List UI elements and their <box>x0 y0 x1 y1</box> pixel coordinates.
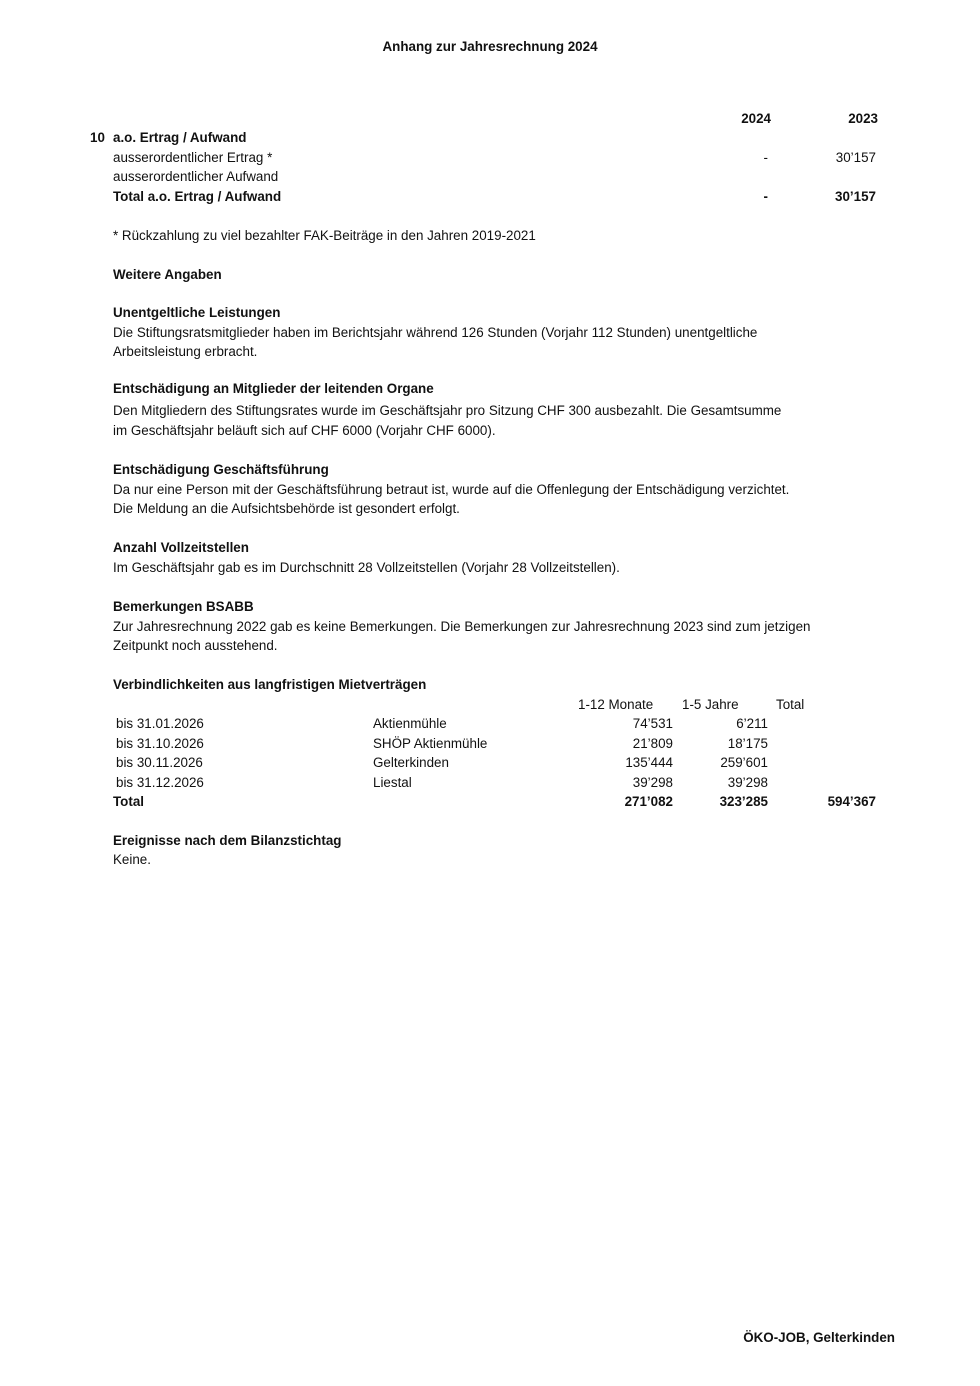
lease-location: Gelterkinden <box>373 755 449 770</box>
footnote: * Rückzahlung zu viel bezahlter FAK-Beiträge in den Jahren 2019-2021 <box>113 228 536 243</box>
lease-12m: 39’298 <box>632 775 673 790</box>
lease-period: bis 31.10.2026 <box>116 736 204 751</box>
section-text: Zur Jahresrechnung 2022 gab es keine Bemerkungen. Die Bemerkungen zur Jahresrechnung 2023 sind zum jetzigen <box>113 619 811 634</box>
lease-total-sum: 594’367 <box>827 794 876 809</box>
section-text: Den Mitgliedern des Stiftungsrates wurde im Geschäftsjahr pro Sitzung CHF 300 ausbezahlt. Die Gesamtsumme <box>113 403 782 418</box>
lease-5y: 259’601 <box>720 755 768 770</box>
row-label: ausserordentlicher Aufwand <box>113 169 279 184</box>
note-number: 10 <box>90 130 105 145</box>
column-header: Total <box>776 697 805 712</box>
section-title: Unentgeltliche Leistungen <box>113 305 281 320</box>
column-header: 1-12 Monate <box>578 697 654 712</box>
total-label: Total a.o. Ertrag / Aufwand <box>113 189 282 204</box>
column-header-2023: 2023 <box>848 111 878 126</box>
section-title: Entschädigung an Mitglieder der leitenden Organe <box>113 381 434 396</box>
section-title: Bemerkungen BSABB <box>113 599 254 614</box>
lease-12m: 135’444 <box>625 755 673 770</box>
section-text: Die Meldung an die Aufsichtsbehörde ist gesondert erfolgt. <box>113 501 460 516</box>
lease-period: bis 31.01.2026 <box>116 716 204 731</box>
lease-5y: 39’298 <box>727 775 768 790</box>
total-value-2024: - <box>763 189 768 204</box>
lease-12m: 21’809 <box>632 736 673 751</box>
leases-title: Verbindlichkeiten aus langfristigen Mietverträgen <box>113 677 427 692</box>
lease-5y: 18’175 <box>727 736 768 751</box>
total-value-2023: 30’157 <box>835 189 876 204</box>
column-header-2024: 2024 <box>741 111 771 126</box>
lease-location: Liestal <box>373 775 412 790</box>
lease-total-12m: 271’082 <box>624 794 673 809</box>
footer-organisation: ÖKO-JOB, Gelterkinden <box>743 1330 895 1345</box>
events-title: Ereignisse nach dem Bilanzstichtag <box>113 833 342 848</box>
further-heading: Weitere Angaben <box>113 267 222 282</box>
section-text: Zeitpunkt noch ausstehend. <box>113 638 278 653</box>
lease-5y: 6’211 <box>736 716 768 731</box>
section-title: Anzahl Vollzeitstellen <box>113 540 249 555</box>
section-text: Da nur eine Person mit der Geschäftsführung betraut ist, wurde auf die Offenlegung der Entschädigung verzichtet. <box>113 482 790 497</box>
section-text: Arbeitsleistung erbracht. <box>113 344 258 359</box>
lease-total-5y: 323’285 <box>719 794 768 809</box>
row-value-2024: - <box>763 150 768 165</box>
page-title: Anhang zur Jahresrechnung 2024 <box>382 39 598 54</box>
section-text: im Geschäftsjahr beläuft sich auf CHF 6000 (Vorjahr CHF 6000). <box>113 423 496 438</box>
lease-location: Aktienmühle <box>373 716 447 731</box>
row-value-2023: 30’157 <box>835 150 876 165</box>
lease-total-label: Total <box>113 794 144 809</box>
lease-12m: 74’531 <box>632 716 673 731</box>
note-heading: a.o. Ertrag / Aufwand <box>113 130 247 145</box>
lease-location: SHÖP Aktienmühle <box>373 736 488 751</box>
section-text: Die Stiftungsratsmitglieder haben im Berichtsjahr während 126 Stunden (Vorjahr 112 Stunden) unentgeltliche <box>113 325 758 340</box>
section-title: Entschädigung Geschäftsführung <box>113 462 329 477</box>
row-label: ausserordentlicher Ertrag * <box>113 150 273 165</box>
section-text: Im Geschäftsjahr gab es im Durchschnitt 28 Vollzeitstellen (Vorjahr 28 Vollzeitstellen). <box>113 560 620 575</box>
column-header: 1-5 Jahre <box>682 697 739 712</box>
lease-period: bis 30.11.2026 <box>116 755 203 770</box>
events-text: Keine. <box>113 852 151 867</box>
lease-period: bis 31.12.2026 <box>116 775 204 790</box>
